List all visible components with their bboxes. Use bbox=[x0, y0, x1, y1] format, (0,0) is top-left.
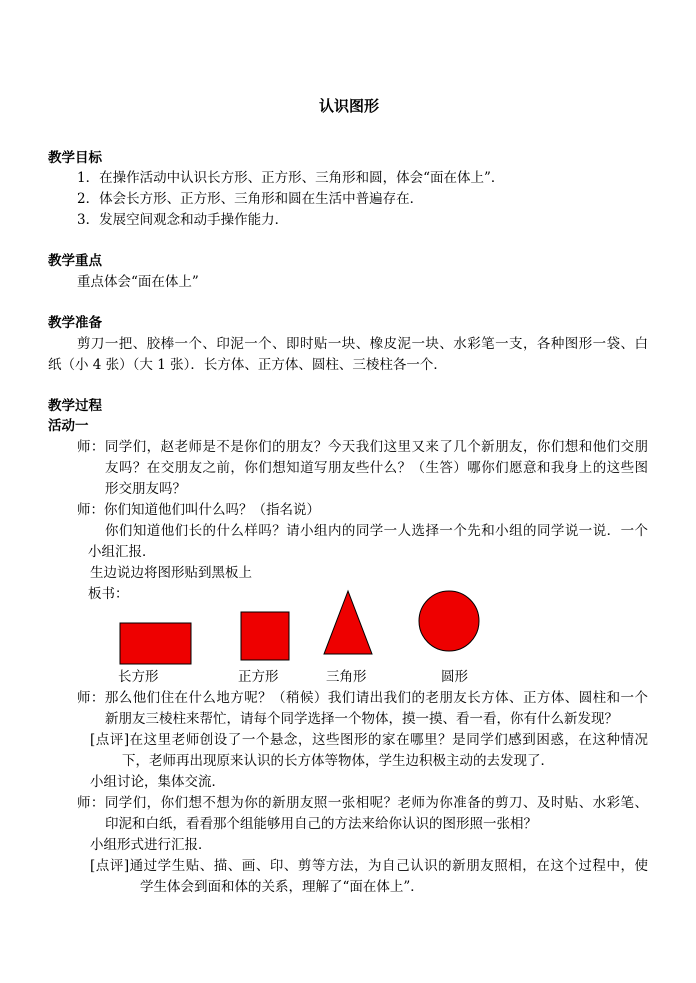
goal-item: 2．体会长方形、正方形、三角形和圆在生活中普遍存在． bbox=[77, 191, 424, 207]
prep-heading: 教学准备 bbox=[48, 315, 102, 331]
activity-heading: 活动一 bbox=[48, 418, 89, 434]
process-line: 印泥和白纸，看看那个组能够用自己的方法来给你认识的图形照一张相？ bbox=[105, 816, 537, 832]
comment-line: 下，老师再出现原来认识的长方体等物体，学生边积极主动的去发现了． bbox=[122, 753, 554, 769]
comment-line: [点评]在这里老师创设了一个悬念，这些图形的家在哪里？是同学们感到困惑，在这种情况 bbox=[90, 732, 648, 748]
square-shape bbox=[241, 612, 289, 660]
goals-heading: 教学目标 bbox=[48, 150, 102, 166]
goal-item: 3．发展空间观念和动手操作能力． bbox=[77, 212, 289, 228]
process-line: 师：那么他们住在什么地方呢？（稍候）我们请出我们的老朋友长方体、正方体、圆柱和一个 bbox=[77, 690, 648, 706]
process-line: 形交朋友吗？ bbox=[105, 481, 186, 497]
shape-label: 长方形 bbox=[118, 669, 159, 685]
circle-shape bbox=[419, 591, 479, 651]
process-line: 小组形式进行汇报． bbox=[90, 837, 212, 853]
process-line: 小组讨论，集体交流． bbox=[90, 774, 225, 790]
process-heading: 教学过程 bbox=[48, 398, 102, 414]
process-line: 新朋友三棱柱来帮忙，请每个同学选择一个物体，摸一摸、看一看，你有什么新发现？ bbox=[105, 711, 618, 727]
comment-line: 学生体会到面和体的关系，理解了“面在体上”． bbox=[140, 879, 424, 895]
process-line: 小组汇报． bbox=[88, 544, 156, 560]
focus-heading: 教学重点 bbox=[48, 253, 102, 269]
prep-line: 剪刀一把、胶棒一个、印泥一个、即时贴一块、橡皮泥一块、水彩笔一支，各种图形一袋、白 bbox=[77, 336, 648, 352]
process-line: 生边说边将图形贴到黑板上 bbox=[90, 565, 252, 581]
comment-line: [点评]通过学生贴、描、画、印、剪等方法，为自己认识的新朋友照相，在这个过程中，使 bbox=[90, 858, 648, 874]
process-line: 师：同学们，你们想不想为你的新朋友照一张相呢？老师为你准备的剪刀、及时贴、水彩笔、 bbox=[77, 795, 648, 811]
triangle-shape bbox=[324, 591, 372, 654]
process-line: 你们知道他们长的什么样吗？请小组内的同学一人选择一个先和小组的同学说一说．一个 bbox=[105, 523, 648, 539]
process-line: 师：你们知道他们叫什么吗？（指名说） bbox=[77, 502, 320, 518]
focus-text: 重点体会“面在体上” bbox=[77, 274, 199, 290]
shape-label: 三角形 bbox=[326, 669, 367, 685]
process-line: 师：同学们，赵老师是不是你们的朋友？今天我们这里又来了几个新朋友，你们想和他们交朋 bbox=[77, 439, 648, 455]
page-title: 认识图形 bbox=[319, 97, 380, 115]
process-line: 板书： bbox=[88, 586, 129, 602]
prep-line: 纸（小 4 张）（大 1 张）．长方体、正方体、圆柱、三棱柱各一个． bbox=[48, 357, 447, 373]
goal-item: 1．在操作活动中认识长方形、正方形、三角形和圆，体会“面在体上”． bbox=[77, 170, 505, 186]
shape-label: 圆形 bbox=[441, 669, 468, 685]
rectangle-shape bbox=[120, 623, 191, 664]
shape-label: 正方形 bbox=[238, 669, 279, 685]
process-line: 友吗？在交朋友之前，你们想知道写朋友些什么？（生答）哪你们愿意和我身上的这些图 bbox=[105, 460, 648, 476]
